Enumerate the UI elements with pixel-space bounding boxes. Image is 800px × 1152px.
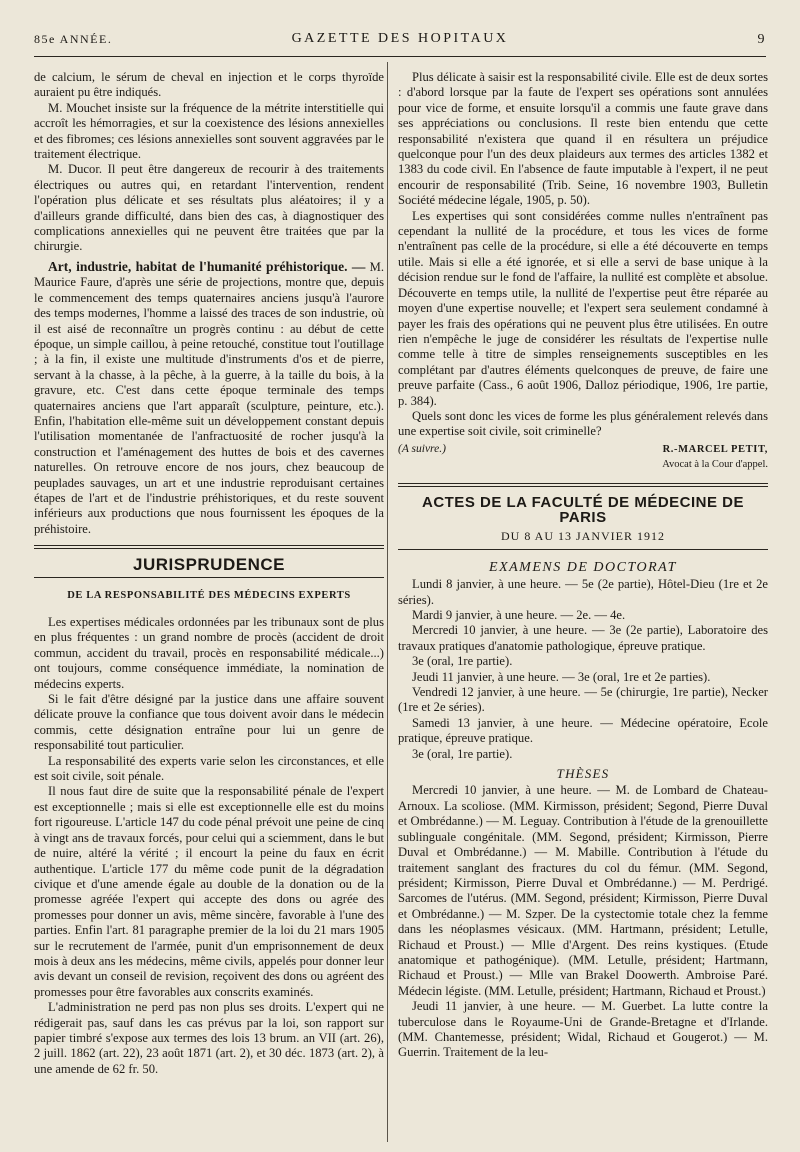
paragraph: Les expertises médicales ordonnées par les tribunaux sont de plus en plus fréquentes : un grand nombre de procès (accident de droit commun, accident du travail, procès en responsabilité médicale...) ont toujours, comme conséquence immédiate, la nomination de médecins experts. (34, 615, 384, 691)
exam-entry: 3e (oral, 1re partie). (412, 654, 513, 669)
paragraph: Plus délicate à saisir est la responsabilité civile. Elle est de deux sortes : d'abord lorsque par la faute de l'expert ses opérations sont annulées pour vice de forme, et ensuite lorsqu'il a commis une faute grave dans ses appréciations ou conclusions. Il reste bien entendu que cette responsabilité n'existera que quand il en résultera un préjudice quelconque pour l'un des deux plaideurs aux termes des articles 1382 et 1383 du code civil. En l'absence de faute imputable à l'expert, il ne peut encourir de responsabilité (Trib. Seine, 16 novembre 1903, Bulletin Société médecine légale, 1905, p. 50). (398, 70, 768, 208)
paragraph: L'administration ne perd pas non plus ses droits. L'expert qui ne rédigerait pas, sauf dans les cas prévus par la loi, son rapport sur papier timbré s'expose aux termes des lois 13 brum. an VII (art. 26), 2 juill. 1862 (art. 22), 23 août 1871 (art. 2), et 30 déc. 1873 (art. 2), à une amende de 62 fr. 50. (34, 1000, 384, 1076)
art-section-text: M. Maurice Faure, d'après une série de projections, montre que, depuis le commencement des temps quaternaires anciens jusqu'à l'aurore des temps modernes, l'homme a laissé des traces de son industrie, où il est aisé de reconnaître un progrès continu : au début de cette époque, un simple caillou, à peine retouché, constitue tout l'outillage ; à la fin, il existe une multitude d'instruments d'os et de pierre, servant à la chasse, à la pêche, à la guerre, à la taille du bois, à la gravure, etc. C'est dans cette époque terminale des temps quaternaires anciens que l'art apparaît (sculpture, peinture, etc.). Enfin, l'habitation elle-même suit un développement constant depuis l'utilisation momentanée de l'anfractuosité de rocher jusqu'à la construction et l'aménagement des huttes de bois et des cavernes naturelles. On retrouve encore de nos jours, chez beaucoup de peuplades sauvages, un art et une industrie reproduisant certaines étapes de l'art et de l'industrie préhistoriques, et du reste souvent inférieurs aux productions que nous fournissent les époques de la préhistoire. (34, 259, 384, 536)
exam-entry: Vendredi 12 janvier, à une heure. — 5e (chirurgie, 1re partie), Necker (1re et 2e séries). (398, 685, 768, 715)
exam-entry: Mardi 9 janvier, à une heure. — 2e. — 4e. (412, 608, 626, 622)
exam-entry: Lundi 8 janvier, à une heure. — 5e (2e partie), Hôtel-Dieu (1re et 2e séries). (398, 577, 768, 607)
section-rule (34, 545, 384, 549)
section-rule (398, 549, 768, 550)
signature (662, 442, 768, 473)
theses-heading: THÈSES (556, 766, 610, 782)
exam-entry: 3e (oral, 1re partie). (412, 746, 513, 761)
exam-entry: Mercredi 10 janvier, à une heure. — 3e (2e partie), Laboratoire des travaux pratiques d'anatomie pathologique, épreuve pratique. (398, 623, 768, 653)
actes-dates: DU 8 AU 13 JANVIER 1912 (501, 529, 665, 544)
exams-heading: EXAMENS DE DOCTORAT (489, 559, 677, 575)
jurisprudence-subtitle: DE LA RESPONSABILITÉ DES MÉDECINS EXPERTS (67, 589, 351, 601)
page-number: 9 (757, 32, 766, 47)
right-column (398, 70, 768, 1061)
paragraph: M. Mouchet insiste sur la fréquence de la métrite interstitielle qui accroît les hémorragies, et sur la coexistence des lésions annexielles et des fibromes; ces lésions annexielles sont souvent aggravées par le traitement électrique. (34, 100, 384, 162)
exam-entry: Jeudi 11 janvier, à une heure. — 3e (oral, 1re et 2e parties). (412, 669, 711, 684)
paragraph: de calcium, le sérum de cheval en injection et le corps thyroïde auraient pu être indiqués. (34, 70, 384, 100)
actes-title: ACTES DE LA FACULTÉ DE MÉDECINE DE PARIS (421, 493, 745, 526)
paragraph: La responsabilité des experts varie selon les circonstances, et elle est soit civile, soit pénale. (34, 753, 384, 784)
page-header (34, 30, 766, 52)
journal-title: GAZETTE DES HOPITAUX (291, 31, 509, 46)
left-column (34, 70, 384, 1077)
paragraph: Il nous faut dire de suite que la responsabilité pénale de l'expert est exceptionnelle ; mais si elle est exceptionnelle elle est du moins fort rigoureuse. L'article 147 du code pénal prévoit une peine de cinq à vingt ans de travaux forcés, pour celui qui a sciemment, dans le but de nuire, altéré la vérité ; il encourt la peine du faux en écrit authentique. L'article 177 du même code punit de la dégradation civique et d'une amende égale au double de la donation ou de la promesse agréée l'expert qui accepte des dons ou agrée des promesses pour donner un avis, même sincère, favorable à l'une des parties. Enfin l'art. 81 paragraphe premier de la loi du 21 mars 1905 sur le recrutement de l'armée, punit d'un emprisonnement de deux mois à deux ans les médecins, même civils, appelés pour donner leur avis devant un conseil de revision, reçoivent des dons ou agréent des promesses pour être favorables aux conscrits examinés. (34, 784, 384, 999)
section-rule (34, 577, 384, 578)
author-role: Avocat à la Cour d'appel. (662, 459, 768, 471)
header-rule (34, 56, 766, 57)
signature-row (398, 442, 768, 473)
author-name: R.-MARCEL PETIT, (662, 443, 768, 455)
to-be-continued: (A suivre.) (398, 442, 446, 455)
thesis-entry: Jeudi 11 janvier, à une heure. — M. Guerbet. La lutte contre la tuberculose dans le Royaume-Uni de Grande-Bretagne et d'Irlande. (MM. Chantemesse, président; Widal, Richaud et Gougerot.) — M. Guerrin. Traitement de la leu- (398, 999, 768, 1060)
art-section (34, 259, 384, 537)
paragraph: M. Ducor. Il peut être dangereux de recourir à des traitements électriques ou autres qui, en retardant l'intervention, rendent l'opération plus délicate et ses résultats plus aléatoires; il y a d'ailleurs grande difficulté, dans bien des cas, à diagnostiquer des complications annexielles qui ne peuvent être traitées que par la chirurgie. (34, 162, 384, 254)
thesis-entry: Mercredi 10 janvier, à une heure. — M. de Lombard de Chateau-Arnoux. La scoliose. (MM. Kirmisson, président; Segond, Pierre Duval et Ombrédanne.) — M. Leguay. Contribution à l'étude de la grenouillette sublinguale congénitale. (MM. Segond, président; Kirmisson, Pierre Duval et Ombrédanne.) — M. Mabille. Contribution à l'étude du traitement sanglant des fractures du col du fémur. (MM. Segond, président; Kirmisson, Pierre Duval et Ombrédanne.) — M. Perdrigé. Sarcomes de l'utérus. (MM. Segond, président; Kirmisson, Pierre Duval et Ombrédanne.) — M. Szper. De la cystectomie totale chez la femme dans les néoplasmes vésicaux. (MM. Hartmann, président; Letulle, Richaud et Proust.) — Mlle d'Argent. Des reins kystiques. (Etude anatomique et pathogénique). (MM. Letulle, président; Hartmann, Richaud et Proust.) — Mlle van Brakel Doowerth. Ambroise Paré. Médecin légiste. (MM. Letulle, président; Hartmann, Richaud et Proust.) (398, 783, 768, 998)
jurisprudence-title: JURISPRUDENCE (133, 555, 285, 575)
art-section-title: Art, industrie, habitat de l'humanité préhistorique. — (48, 258, 366, 274)
paragraph: Quels sont donc les vices de forme les plus généralement relevés dans une expertise soit civile, soit criminelle? (398, 408, 768, 439)
exam-entry: Samedi 13 janvier, à une heure. — Médecine opératoire, Ecole pratique, épreuve pratique. (398, 715, 768, 746)
paragraph: Les expertises qui sont considérées comme nulles n'entraînent pas cependant la nullité de la procédure, et tous les vices de forme n'entraînent pas celle de la procédure, si elle a été découverte en temps utile. Mais si elle a été ignorée, et si elle a servi de base unique à la décision rendue sur le fond de l'affaire, la nullité est complète et absolue. Découverte en temps utile, la nullité de l'expertise peut être réparée au moyen d'une expertise nouvelle; et l'expert sera seulement condamné à payer les frais des opérations qui ne peuvent plus être utilisées. En outre rien n'empêche le juge de considérer les résultats de l'expertise nulle comme telle à titre de simples renseignements susceptibles en les complétant par d'autres éléments quelconques de preuve, de faire une preuve parfaite (Cass., 6 août 1906, Dalloz périodique, 1906, 1re partie, p. 384). (398, 208, 768, 408)
section-rule (398, 483, 768, 487)
paragraph: Si le fait d'être désigné par la justice dans une affaire souvent délicate prouve la confiance que tous doivent avoir dans le médecin commis, cette désignation entraîne pour lui un genre de responsabilité tout particulier. (34, 692, 384, 753)
column-divider (387, 62, 388, 1142)
issue-year: 85e ANNÉE. (34, 32, 113, 46)
